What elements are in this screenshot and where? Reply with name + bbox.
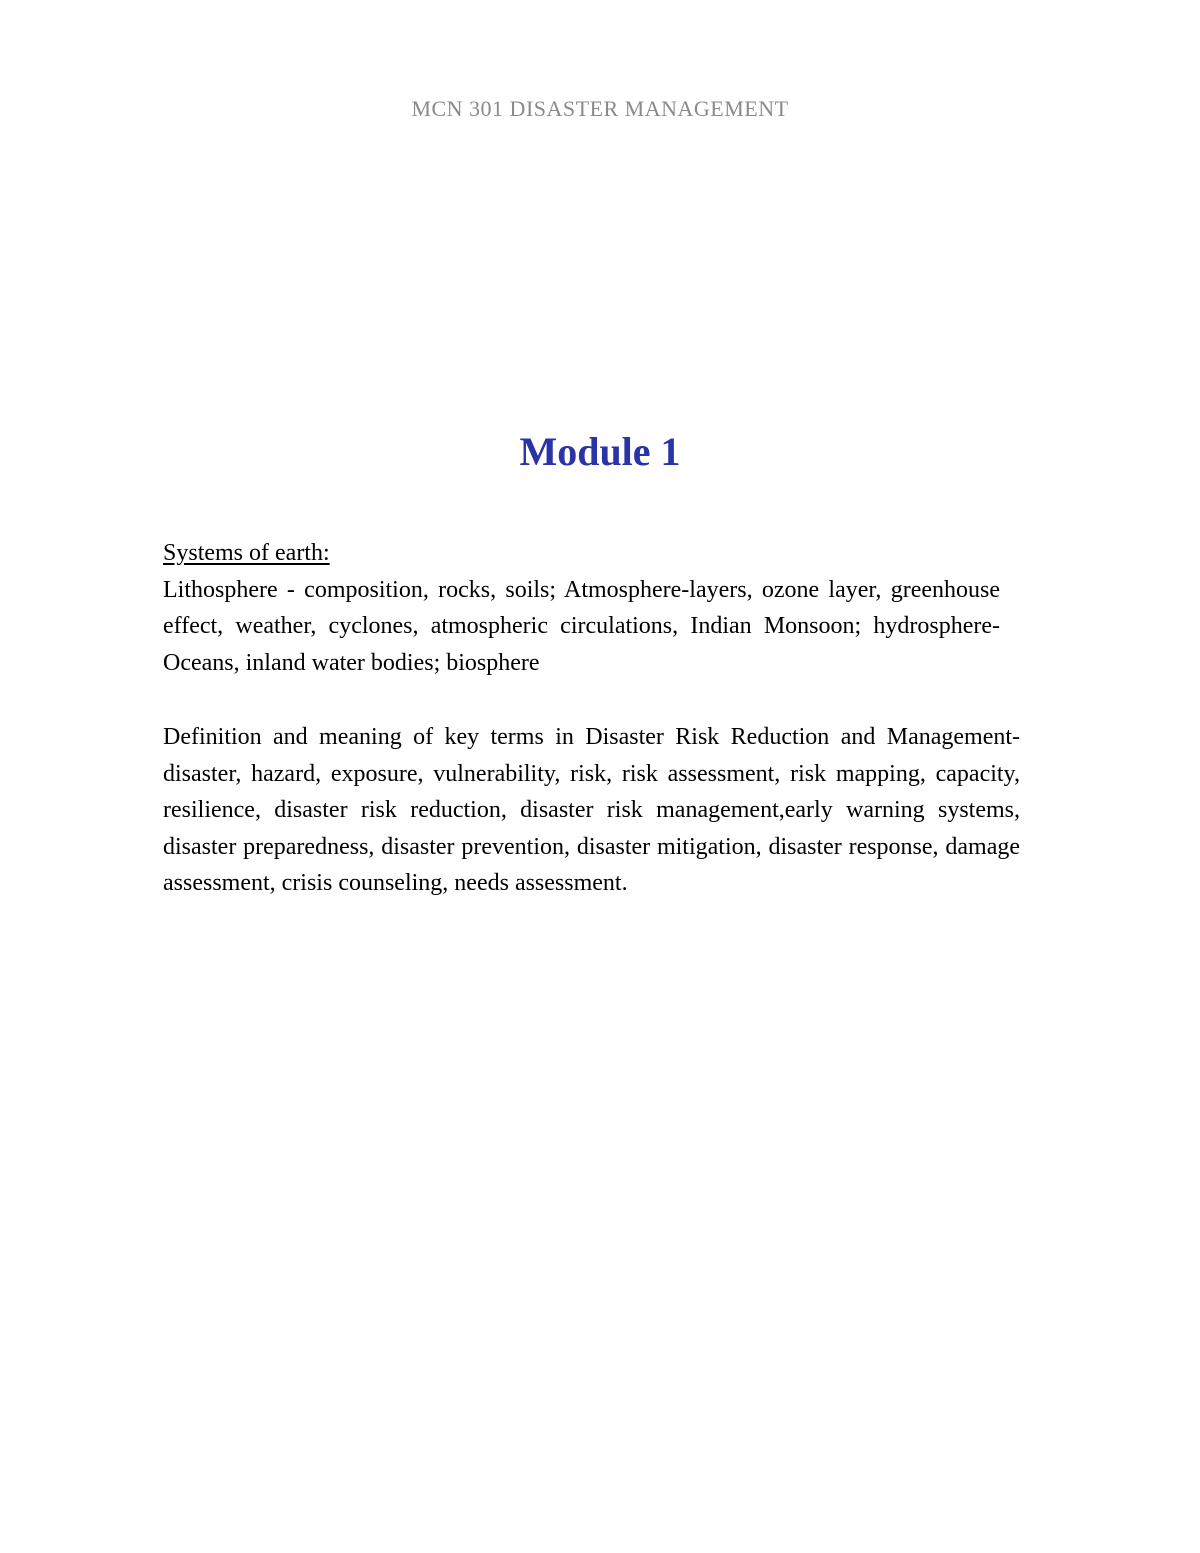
paragraph-key-terms: Definition and meaning of key terms in Disaster Risk Reduction and Management- disaster, hazard, exposure, vulnerability, risk, risk assessment, risk mapping, capacity, resilience, disaster risk reduction, disaster risk management,early warning systems, disaster preparedness, disaster prevention, disaster mitigation, disaster response, damage assessment, crisis counseling, needs assessment. xyxy=(163,724,1020,896)
paragraph-spacer xyxy=(163,681,1020,719)
section-heading: Systems of earth: xyxy=(163,540,330,566)
running-header: MCN 301 DISASTER MANAGEMENT xyxy=(411,96,789,121)
paragraph-systems-of-earth: Lithosphere - composition, rocks, soils; Atmosphere-layers, ozone layer, greenhouse effect, weather, cyclones, atmospheric circulations, Indian Monsoon; hydrosphere- Oceans, inland water bodies; biosphere xyxy=(163,576,1000,676)
module-content xyxy=(163,535,1020,902)
module-title: Module 1 xyxy=(519,429,681,474)
